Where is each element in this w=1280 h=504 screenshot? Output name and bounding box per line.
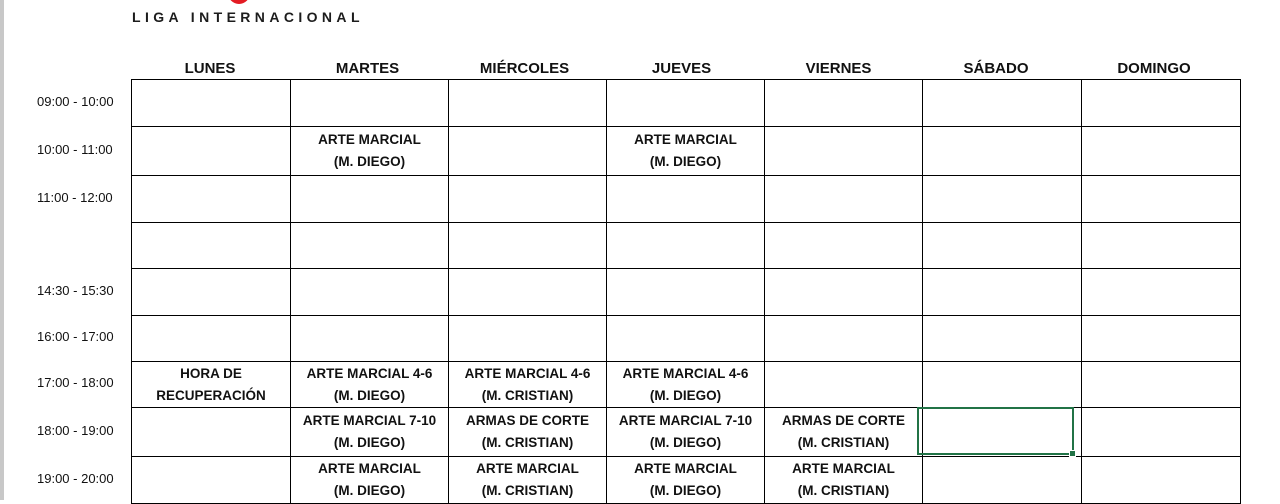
schedule-cell[interactable] [291,223,449,269]
class-name: ARMAS DE CORTE [465,413,589,428]
schedule-cell[interactable] [291,457,449,504]
schedule-cell[interactable] [1082,316,1241,362]
class-name: ARTE MARCIAL 4-6 [622,365,749,381]
instructor-name: (M. DIEGO) [649,154,722,169]
schedule-cell[interactable] [449,269,607,316]
schedule-cell[interactable] [449,457,607,504]
schedule-cell[interactable] [132,269,291,316]
schedule-cell[interactable] [765,316,923,362]
instructor-name: (M. DIEGO) [649,435,722,450]
schedule-cell[interactable] [1082,80,1241,127]
instructor-name: RECUPERACIÓN [156,387,266,403]
day-header-4: JUEVES [651,60,712,77]
schedule-cell[interactable] [1082,457,1241,504]
day-header-7: DOMINGO [1117,60,1191,77]
schedule-cell[interactable] [132,127,291,176]
instructor-name: (M. DIEGO) [333,387,406,403]
schedule-cell[interactable] [765,269,923,316]
fill-handle[interactable] [1069,450,1076,457]
schedule-cell[interactable] [923,457,1082,504]
schedule-cell[interactable] [132,362,291,408]
schedule-cell[interactable] [607,316,765,362]
schedule-cell[interactable] [607,80,765,127]
schedule-cell[interactable] [607,127,765,176]
time-label: 19:00 - 20:00 [37,471,114,486]
schedule-cell[interactable] [1082,223,1241,269]
schedule-cell[interactable] [923,223,1082,269]
schedule-cell[interactable] [923,80,1082,127]
time-label: 10:00 - 11:00 [37,142,113,157]
class-name: ARTE MARCIAL 7-10 [302,413,437,428]
schedule-row [132,80,1241,127]
schedule-row [132,457,1241,504]
schedule-row [132,269,1241,316]
class-name: ARTE MARCIAL [634,132,737,147]
schedule-cell[interactable] [923,127,1082,176]
schedule-cell[interactable] [132,176,291,223]
class-name: HORA DE [180,365,242,381]
schedule-cell[interactable] [607,362,765,408]
instructor-name: (M. DIEGO) [333,435,406,450]
schedule-cell[interactable] [132,457,291,504]
schedule-cell[interactable] [449,362,607,408]
schedule-cell[interactable] [291,176,449,223]
instructor-name: (M. CRISTIAN) [481,483,574,498]
time-label: 11:00 - 12:00 [37,190,113,205]
time-label: 09:00 - 10:00 [37,94,114,109]
schedule-row [132,176,1241,223]
schedule-cell[interactable] [1082,362,1241,408]
class-name: ARTE MARCIAL [318,132,421,147]
schedule-cell[interactable] [1082,176,1241,223]
instructor-name: (M. DIEGO) [333,483,406,498]
logo-mark [228,0,250,4]
day-header-3: MIÉRCOLES [479,60,570,77]
schedule-grid [131,79,1241,504]
instructor-name: (M. DIEGO) [333,154,406,169]
class-name: ARTE MARCIAL [792,461,895,476]
brand-title: LIGA INTERNACIONAL [132,9,364,25]
class-name: ARTE MARCIAL [634,461,737,476]
schedule-cell[interactable] [291,408,449,457]
schedule-cell[interactable] [449,127,607,176]
time-label: 18:00 - 19:00 [37,423,114,438]
schedule-cell[interactable] [923,269,1082,316]
day-header-2: MARTES [335,60,400,77]
schedule-cell[interactable] [132,223,291,269]
instructor-name: (M. CRISTIAN) [481,387,574,403]
schedule-cell[interactable] [765,223,923,269]
window-left-edge [0,0,4,500]
schedule-cell[interactable] [449,408,607,457]
schedule-cell[interactable] [923,176,1082,223]
schedule-cell[interactable] [449,223,607,269]
schedule-cell[interactable] [449,80,607,127]
schedule-cell[interactable] [923,362,1082,408]
class-name: ARTE MARCIAL 4-6 [464,365,591,381]
selected-cell-outline[interactable] [917,407,1074,455]
day-header-5: VIERNES [805,60,872,77]
schedule-row [132,362,1241,408]
schedule-cell[interactable] [607,457,765,504]
day-header-6: SÁBADO [963,60,1029,77]
schedule-cell[interactable] [291,127,449,176]
schedule-cell[interactable] [765,80,923,127]
class-name: ARMAS DE CORTE [781,413,905,428]
instructor-name: (M. DIEGO) [649,387,722,403]
schedule-cell[interactable] [132,80,291,127]
schedule-cell[interactable] [765,176,923,223]
schedule-cell[interactable] [132,316,291,362]
time-label: 16:00 - 17:00 [37,329,114,344]
schedule-cell[interactable] [449,176,607,223]
time-label: 14:30 - 15:30 [37,283,114,298]
schedule-cell[interactable] [923,316,1082,362]
schedule-cell[interactable] [291,80,449,127]
day-header-1: LUNES [184,60,236,77]
schedule-cell[interactable] [765,127,923,176]
schedule-cell[interactable] [765,362,923,408]
schedule-cell[interactable] [765,408,923,457]
instructor-name: (M. DIEGO) [649,483,722,498]
schedule-cell[interactable] [765,457,923,504]
class-name: ARTE MARCIAL 4-6 [306,365,433,381]
schedule-row [132,316,1241,362]
schedule-cell[interactable] [291,362,449,408]
class-name: ARTE MARCIAL [476,461,579,476]
schedule-cell[interactable] [132,408,291,457]
schedule-cell[interactable] [449,316,607,362]
schedule-cell[interactable] [291,316,449,362]
instructor-name: (M. CRISTIAN) [481,435,574,450]
schedule-row [132,223,1241,269]
schedule-cell[interactable] [607,408,765,457]
instructor-name: (M. CRISTIAN) [797,435,890,450]
schedule-cell[interactable] [607,269,765,316]
class-name: ARTE MARCIAL 7-10 [618,413,753,428]
instructor-name: (M. CRISTIAN) [797,483,890,498]
schedule-cell[interactable] [607,176,765,223]
schedule-cell[interactable] [291,269,449,316]
time-label: 17:00 - 18:00 [37,375,114,390]
schedule-cell[interactable] [607,223,765,269]
schedule-cell[interactable] [1082,408,1241,457]
schedule-cell[interactable] [1082,269,1241,316]
schedule-cell[interactable] [1082,127,1241,176]
schedule-row [132,127,1241,176]
class-name: ARTE MARCIAL [318,461,421,476]
